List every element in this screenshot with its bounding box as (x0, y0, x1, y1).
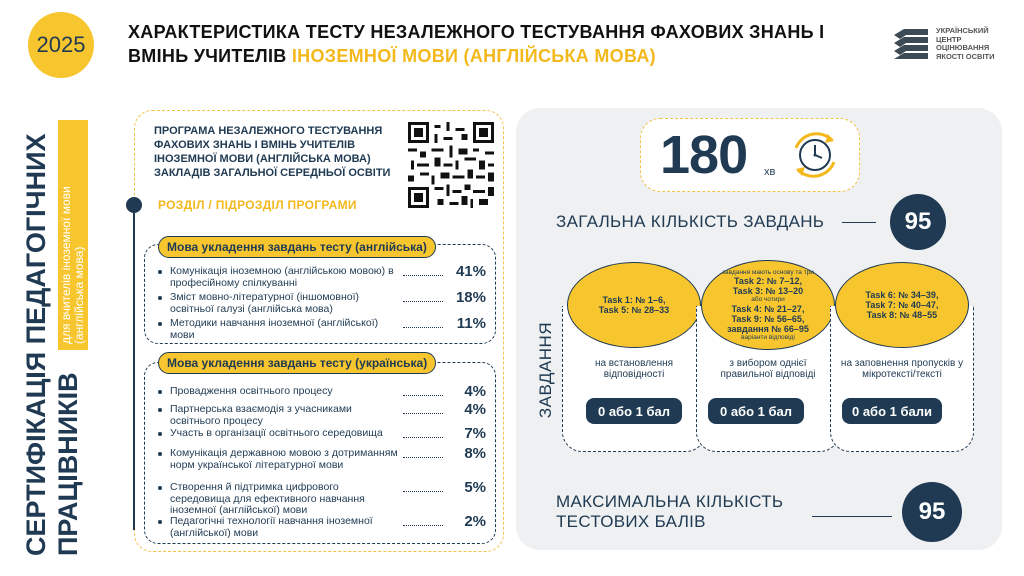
year-text: 2025 (36, 32, 86, 57)
year-badge (28, 12, 94, 78)
list-item (158, 263, 488, 290)
task-description: з вибором однієї правильної відповіді (720, 358, 816, 380)
item-percent: 18% (455, 289, 486, 306)
side-title: СЕРТИФІКАЦІЯ ПЕДАГОГІЧНИХ ПРАЦІВНИКІВ (21, 133, 83, 556)
connector-line (812, 516, 892, 517)
item-percent: 11% (456, 315, 486, 332)
item-text: Методики навчання іноземної (англійської) мови (170, 317, 379, 341)
task-range: Task 9: № 56–65, (731, 313, 805, 324)
item-text: Комунікація іноземною (англійською мовою) в професійному спілкуванні (170, 265, 394, 289)
bullet-icon (158, 390, 162, 394)
page-title-main: ХАРАКТЕРИСТИКА ТЕСТУ НЕЗАЛЕЖНОГО ТЕСТУВАННЯ ФАХОВИХ ЗНАНЬ І ВМІНЬ УЧИТЕЛІВ (128, 22, 825, 66)
side-subtitle: для вчителів іноземної мови (англійська мова) (59, 186, 86, 344)
task-description: на заповнення пропусків у мікротексті/тексті (840, 358, 964, 380)
task-range: Task 8: № 48–55 (866, 310, 938, 320)
bullet-icon (158, 322, 162, 326)
page-title-accent: ІНОЗЕМНОЇ МОВИ (АНГЛІЙСЬКА МОВА) (291, 46, 656, 66)
logo-line-2: ЦЕНТР (936, 34, 962, 44)
task-range: Task 2: № 7–12, (734, 276, 802, 287)
item-text: Педагогічні технології навчання іноземної (англійської) мови (170, 515, 373, 539)
leader-dots (403, 275, 443, 276)
task-score: 0 або 1 бал (708, 398, 804, 424)
item-text: Створення й підтримка цифрового середовища для ефективного навчання іноземної (англійської) мови (170, 481, 365, 516)
timeline-dot (126, 197, 142, 213)
item-percent: 2% (464, 513, 486, 530)
group-header-english: Мова укладення завдань тесту (англійська) (158, 236, 436, 258)
task-range: Task 4: № 21–27, (731, 303, 805, 314)
item-text: Провадження освітнього процесу (170, 385, 333, 397)
tasks-label-wrap (536, 320, 560, 420)
list-item (158, 445, 488, 482)
timeline-line (133, 200, 135, 530)
qr-code-icon[interactable] (408, 122, 494, 208)
item-percent: 41% (455, 263, 486, 280)
task-range: Task 5: № 28–33 (598, 305, 670, 315)
task-range: завдання № 66–95 (727, 323, 809, 334)
task-note: або чотири (751, 296, 785, 304)
leader-dots (403, 301, 443, 302)
item-text: Участь в організації освітнього середовища (170, 427, 383, 439)
item-percent: 8% (464, 445, 486, 462)
tasks-label: ЗАВДАННЯ (536, 321, 555, 419)
section-heading: РОЗДІЛ / ПІДРОЗДІЛ ПРОГРАМИ (158, 198, 357, 212)
list-item (158, 513, 488, 540)
task-oval-gap-fill (835, 262, 969, 348)
bullet-icon (158, 520, 162, 524)
leader-dots (403, 525, 443, 526)
bullet-icon (158, 452, 162, 456)
clock-icon (788, 128, 842, 182)
total-tasks-value: 95 (890, 194, 946, 250)
bullet-icon (158, 432, 162, 436)
list-item (158, 479, 488, 516)
list-item (158, 425, 488, 442)
list-item (158, 289, 488, 316)
leader-dots (403, 413, 443, 414)
duration-unit: хв (764, 166, 776, 178)
leader-dots (403, 327, 443, 328)
list-item (158, 315, 488, 342)
task-score: 0 або 1 бали (842, 398, 942, 424)
item-text: Зміст мовно-літературної (іншомовної) освітньої галузі (англійська мова) (170, 291, 360, 315)
duration-value: 180 (660, 125, 748, 185)
task-oval-single-choice (701, 260, 835, 350)
max-score-value: 95 (902, 482, 962, 542)
program-title: ПРОГРАМА НЕЗАЛЕЖНОГО ТЕСТУВАННЯ ФАХОВИХ ЗНАНЬ І ВМІНЬ УЧИТЕЛІВ ІНОЗЕМНОЇ МОВИ (АНГЛІЙСЬКА МОВА) ЗАКЛАДІВ ЗАГАЛЬНОЇ СЕРЕДНЬОЇ ОСВІТИ (154, 125, 391, 179)
item-percent: 5% (464, 479, 486, 496)
task-note: варіанти відповіді (741, 333, 795, 341)
list-item (158, 401, 488, 428)
max-score-label: МАКСИМАЛЬНА КІЛЬКІСТЬ ТЕСТОВИХ БАЛІВ (556, 492, 784, 531)
item-text: Комунікація державною мовою з дотриманням норм української літературної мови (170, 447, 398, 471)
task-score: 0 або 1 бал (586, 398, 682, 424)
list-item (158, 383, 488, 400)
page-title (128, 20, 848, 68)
leader-dots (403, 437, 443, 438)
logo-line-4: ЯКОСТІ ОСВІТИ (936, 51, 995, 61)
item-percent: 7% (464, 425, 486, 442)
total-tasks-label: ЗАГАЛЬНА КІЛЬКІСТЬ ЗАВДАНЬ (556, 212, 825, 231)
leader-dots (403, 457, 443, 458)
bullet-icon (158, 408, 162, 412)
leader-dots (403, 395, 443, 396)
task-range: Task 3: № 13–20 (732, 286, 804, 297)
task-note: завдання мають основу та три (722, 268, 814, 276)
connector-line (842, 222, 876, 223)
logo-line-1: УКРАЇНСЬКИЙ (936, 26, 989, 35)
task-description: на встановлення відповідності (594, 358, 674, 380)
task-range: Task 6: № 34–39, (865, 290, 939, 300)
task-oval-matching (567, 262, 701, 348)
bullet-icon (158, 296, 162, 300)
task-range: Task 7: № 40–47, (865, 300, 939, 310)
leader-dots (403, 491, 443, 492)
item-text: Партнерська взаємодія з учасниками освітнього процесу (170, 403, 352, 427)
bullet-icon (158, 486, 162, 490)
item-percent: 4% (464, 401, 486, 418)
group-header-ukrainian: Мова укладення завдань тесту (українська) (158, 352, 436, 374)
side-subtitle-box (58, 120, 88, 350)
item-percent: 4% (464, 383, 486, 400)
task-range: Task 1: № 1–6, (602, 295, 666, 305)
bullet-icon (158, 270, 162, 274)
ucoyo-logo (892, 24, 1002, 64)
logo-line-3: ОЦІНЮВАННЯ (936, 43, 990, 52)
logo-mark-icon (892, 27, 930, 61)
